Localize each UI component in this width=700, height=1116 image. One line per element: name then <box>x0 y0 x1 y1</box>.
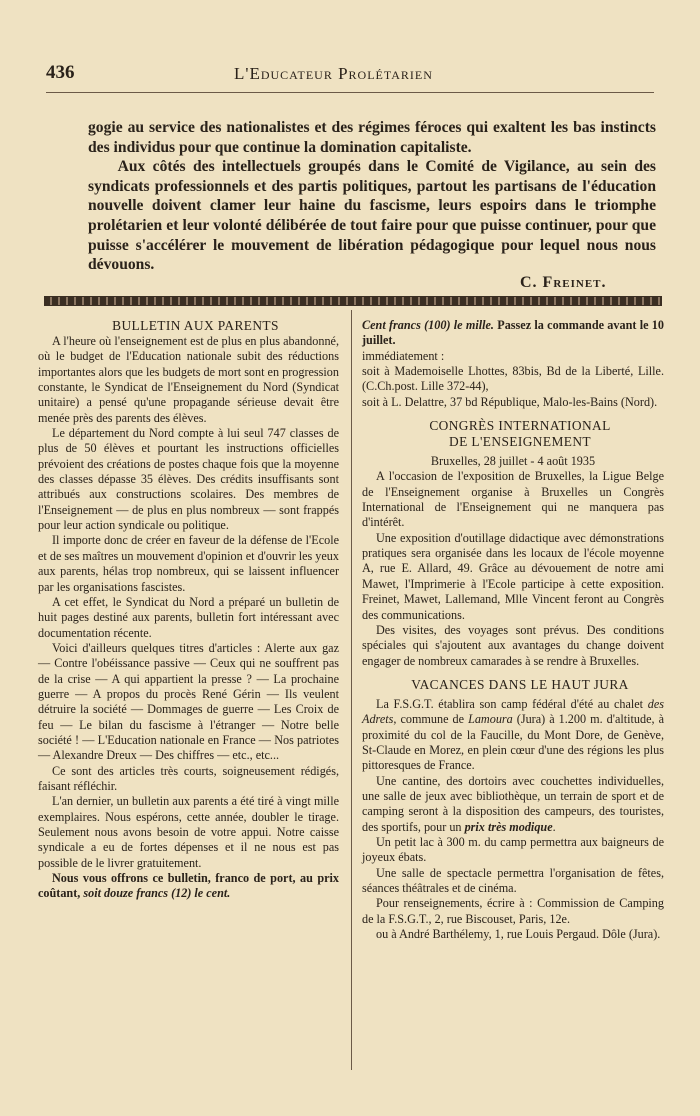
paragraph-text: Passez la commande avant le 10 juillet. <box>362 318 664 348</box>
paragraph: Le département du Nord compte à lui seul 747 classes de plus de 50 élèves et pourtant les instructions officielles prévoient des créations de postes chaque fois que la moyenne des classes dépasse 35 élèves. Des crédits insuffisants sont attribués aux constructions scolaires. Des membres de l'Enseignement — de plus en plus nombreux — sont frappés pour leur action syndicale ou politique. <box>38 426 339 533</box>
paragraph-text: Une cantine, des dortoirs avec couchettes individuelles, une salle de jeux avec bibliothèque, un terrain de sport et de camping seront à la disposition des campeurs, des touristes, des sportifs, pour un <box>362 773 664 834</box>
paragraph: Voici d'ailleurs quelques titres d'articles : Alerte aux gaz — Contre l'obéissance passive — Ceux qui ne souffrent pas de la crise — A qui appartient la presse ? — La prochaine guerre — A propos du procès René Gérin — Ils veulent détruire la société — Dommages de guerre — Les Croix de feu — Le bilan du fascisme à l'étranger — Notre belle société ! — L'Education nationale en France — Nos patriotes — Alexandre Dreux — Des chiffres — etc., etc... <box>38 640 339 763</box>
paragraph: ou à André Barthélemy, 1, rue Louis Pergaud. Dôle (Jura). <box>376 927 661 942</box>
paragraph: Il importe donc de créer en faveur de la défense de l'Ecole et de ses maîtres un mouvement d'opinion et d'ouvrir les yeux aux parents, hélas trop nombreux, qui se laissent influencer par les organisations fascistes. <box>38 533 339 594</box>
section-title: BULLETIN AUX PARENTS <box>112 318 279 333</box>
right-column <box>362 318 664 942</box>
column-divider <box>351 310 352 1070</box>
paragraph: Une exposition d'outillage didactique avec démonstrations pratiques sera organisée dans les locaux de l'école moyenne A, rue E. Allard, 49. Grâce au dévouement de notre ami Mawet, l'Imprimerie à l'Ecole participe à cette exposition. Freinet, Mawet, Lallemand, Mlle Vincent feront au Congrès des communications. <box>362 530 664 622</box>
paragraph: Une salle de spectacle permettra l'organisation de fêtes, séances théâtrales et de cinéma. <box>362 865 664 895</box>
paragraph: soit à L. Delattre, 37 bd République, Malo-les-Bains (Nord). <box>362 394 658 409</box>
paragraph-text: (Jura) à 1.200 m. d'altitude, à proximité du col de la Faucille, du Mont Dore, de Genève, St-Claude en Morez, en plein cœur d'une des régions les plus pittoresques de France. <box>362 712 664 773</box>
page-header <box>46 60 654 93</box>
intro-article-end <box>88 118 656 275</box>
emphasis-text: prix très modique <box>464 819 553 834</box>
paragraph: immédiatement : <box>362 348 445 363</box>
price-text: soit douze francs (12) le cent. <box>83 886 231 901</box>
decorative-rule <box>44 296 662 306</box>
event-date: Bruxelles, 28 juillet - 4 août 1935 <box>430 454 596 469</box>
paragraph: L'an dernier, un bulletin aux parents a été tiré à vingt mille exemplaires. Nous espérons, cette année, doubler le tirage. Seulement nous avons besoin de votre appui. Notre caisse syndicale a eu de fortes dépenses et il ne nous est pas possible de le livrer gratuitement. <box>38 794 339 870</box>
section-title: CONGRÈS INTERNATIONAL <box>429 418 611 434</box>
page-number: 436 <box>46 62 75 83</box>
paragraph-text: Nous vous offrons ce bulletin, franco de port, au prix coûtant, <box>38 871 339 901</box>
intro-paragraph: gogie au service des nationalistes et des régimes féroces qui exaltent les bas instincts des individus pour que continue la domination capitaliste. <box>88 119 656 156</box>
running-title: L'Educateur Prolétarien <box>234 64 433 83</box>
section-title: DE L'ENSEIGNEMENT <box>449 434 591 450</box>
paragraph: A l'occasion de l'exposition de Bruxelles, la Ligue Belge de l'Enseignement organise à Bruxelles un Congrès International de l'Enseignement qui ne manquera pas d'intérêt. <box>362 469 664 530</box>
section-title: VACANCES DANS LE HAUT JURA <box>411 676 629 692</box>
paragraph: Des visites, des voyages sont prévus. Des conditions spéciales qui s'ajoutent aux avantages du change doivent engager de nombreux camarades à se rendre à Bruxelles. <box>362 622 664 668</box>
paragraph <box>362 774 664 835</box>
price-text: Cent francs (100) le mille. <box>362 318 494 332</box>
paragraph: Pour renseignements, écrire à : Commission de Camping de la F.S.G.T., 2, rue Biscouset, Paris, 12e. <box>362 896 664 926</box>
place-name: Lamoura <box>468 712 513 727</box>
paragraph: Ce sont des articles très courts, soigneusement rédigés, faisant réfléchir. <box>38 763 339 793</box>
paragraph <box>38 871 339 902</box>
paragraph: Un petit lac à 300 m. du camp permettra aux baigneurs de joyeux ébats. <box>362 834 664 865</box>
paragraph: A cet effet, le Syndicat du Nord a préparé un bulletin de huit pages destiné aux parents, bulletin fort intéressant avec documentation récente. <box>38 594 339 640</box>
left-column <box>38 318 339 902</box>
paragraph <box>362 318 664 349</box>
paragraph-text: . <box>552 819 556 834</box>
paragraph-text: , commune de <box>393 712 469 727</box>
intro-paragraph <box>88 157 656 275</box>
intro-paragraph-text: Aux côtés des intellectuels groupés dans le Comité de Vigilance, au sein des syndicats professionnels et des partis politiques, partout les partisans de l'éducation nouvelle doivent clamer leur haine du fascisme, leurs espoirs dans le triomphe prolétarien et leur volonté délibérée de tout faire pour que puisse continuer, pour que puisse s'accélérer le mouvement de libération pédagogique pour lequel nous nous dévouons. <box>88 158 656 274</box>
paragraph: A l'heure où l'enseignement est de plus en plus abandonné, où le budget de l'Education nationale subit des réductions importantes alors que les budgets de mort sont en progression constante, le Syndicat de l'Enseignement du Nord (Syndicat unitaire) a pensé qu'une propagande sérieuse devait être menée près des parents des élèves. <box>38 334 339 425</box>
paragraph-text: La F.S.G.T. établira son camp fédéral d'été au chalet <box>376 696 648 711</box>
paragraph <box>362 697 664 774</box>
place-name: des Adrets <box>362 696 664 727</box>
paragraph: soit à Mademoiselle Lhottes, 83bis, Bd de la Liberté, Lille. (C.Ch.post. Lille 372-44), <box>362 364 664 394</box>
signature: C. Freinet. <box>520 274 607 291</box>
